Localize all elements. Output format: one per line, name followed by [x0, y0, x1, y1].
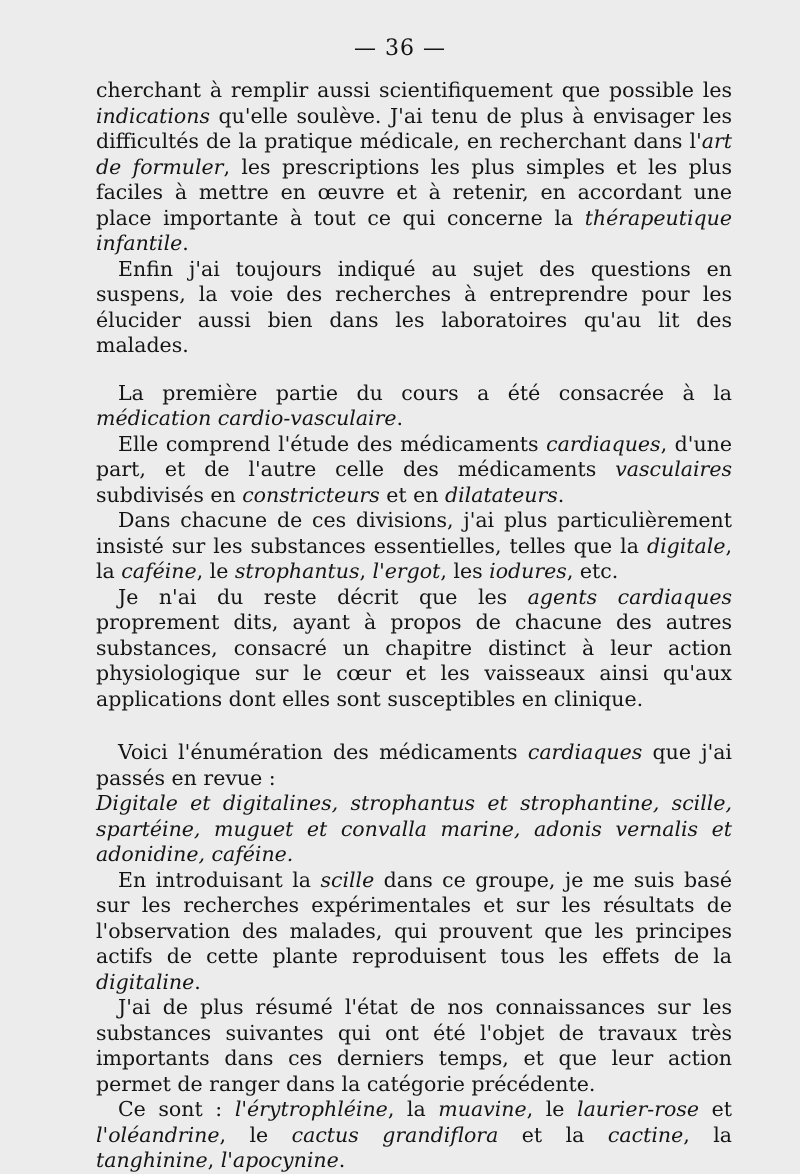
italic-term: l'oléandrine: [96, 1122, 220, 1147]
italic-term: cardiaques: [546, 431, 661, 456]
italic-term: scille: [320, 867, 375, 892]
text-run: que j'ai passés en revue :: [96, 740, 732, 790]
italic-term: laurier-rose: [577, 1097, 700, 1121]
paragraph: [96, 1097, 732, 1174]
text-run: et en: [379, 482, 445, 507]
text-run: , les prescriptions les plus simples et les plus faciles à mettre en œuvre et à retenir, en accordant une place importante à tout ce qui concerne la: [96, 154, 732, 230]
paragraph: [96, 432, 732, 509]
italic-term: cardiaques: [527, 740, 643, 764]
paragraph: [96, 78, 732, 257]
italic-term: muavine: [438, 1097, 527, 1121]
italic-term: cactus grandiflora: [291, 1122, 499, 1147]
italic-term: vasculaires: [615, 457, 732, 481]
paragraph: [96, 508, 732, 585]
text-run: J'ai de plus résumé l'état de nos connaissances sur les substances suivantes qui ont été l'objet de travaux très importants dans ces derniers temps, et que leur action permet de ranger dans la catégorie précédente.: [96, 995, 732, 1096]
italic-term: strophantus: [234, 559, 360, 583]
text-run: subdivisés en: [96, 482, 243, 507]
paragraph: [96, 257, 732, 359]
drug-list: [96, 791, 732, 868]
paragraph: [96, 995, 732, 1097]
text-run: dans ce groupe, je me suis basé sur les recherches expérimentales et sur les résultats de l'observation des malades, qui prouvent que les principes actifs de cette plante reproduisent tous les effets de la: [96, 867, 733, 968]
text-run: , le: [219, 1122, 292, 1147]
text-run: , etc.: [566, 559, 619, 583]
text-run: En introduisant la: [118, 867, 321, 892]
italic-term: Digitale et digitalines, strophantus et strophantine, scille, spartéine, muguet et convalla marine, adonis vernalis et adonidine, caféine.: [96, 791, 732, 866]
italic-term: l'érytrophléine: [234, 1097, 388, 1121]
text-run: La première partie du cours a été consacrée à la: [118, 380, 732, 405]
italic-term: indications: [96, 103, 211, 128]
italic-term: thérapeutique infantile: [96, 205, 732, 255]
italic-term: digitale: [646, 533, 726, 558]
text-run: Je n'ai du reste décrit que les: [118, 584, 528, 609]
text-run: , d'une part, et de l'autre celle des médicaments: [96, 431, 732, 481]
text-run: , le: [526, 1097, 578, 1121]
text-run: et la: [498, 1122, 608, 1147]
italic-term: cactine: [607, 1122, 684, 1147]
text-run: , la: [387, 1097, 439, 1121]
italic-term: digitaline: [96, 969, 195, 994]
text-run: Dans chacune de ces divisions, j'ai plus particulièrement insisté sur les substances essentielles, telles que la: [96, 508, 732, 558]
text-run: Elle comprend l'étude des médicaments: [118, 431, 547, 456]
text-run: cherchant à remplir aussi scientifiquement que possible les: [96, 78, 732, 102]
italic-term: l'ergot: [372, 559, 441, 583]
italic-term: médication cardio-vasculaire: [96, 406, 397, 430]
text-run: Ce sont :: [118, 1097, 235, 1121]
italic-term: dilatateurs: [444, 482, 558, 507]
italic-term: art de formuler: [96, 129, 732, 179]
text-run: Voici l'énumération des médicaments: [118, 740, 528, 764]
text-run: , les: [440, 559, 490, 583]
text-run: ,: [207, 1148, 221, 1172]
paragraph: [96, 868, 732, 996]
text-run: qu'elle soulève. J'ai tenu de plus à envisager les difficultés de la pratique médicale, en recherchant dans l': [96, 103, 732, 153]
text-run: proprement dits, ayant à propos de chacune des autres substances, consacré un chapitre distinct à leur action physiologique sur le cœur et les vaisseaux ainsi qu'aux applications dont elles sont susceptibles en clinique.: [96, 610, 732, 711]
text-run: et: [699, 1097, 732, 1121]
text-run: .: [557, 482, 565, 507]
italic-term: iodures: [489, 559, 567, 583]
paragraph: [96, 740, 732, 791]
italic-term: tanghinine: [96, 1148, 208, 1172]
text-run: .: [194, 969, 201, 994]
text-run: , la: [683, 1122, 732, 1147]
text-run: , la: [96, 533, 732, 583]
italic-term: caféine: [121, 559, 197, 583]
text-run: .: [396, 406, 404, 430]
text-run: , le: [196, 559, 235, 583]
italic-term: constricteurs: [242, 482, 380, 507]
text-run: .: [182, 231, 189, 255]
body-text: [96, 78, 732, 1174]
italic-term: agents cardiaques: [527, 584, 732, 609]
paragraph: [96, 585, 732, 713]
text-run: .: [338, 1148, 346, 1172]
text-run: Enfin j'ai toujours indiqué au sujet des questions en suspens, la voie des recherches à entreprendre pour les élucider aussi bien dans les laboratoires qu'au lit des malades.: [96, 256, 732, 357]
page-number: — 36 —: [354, 36, 446, 61]
text-run: ,: [359, 559, 373, 583]
italic-term: l'apocynine: [220, 1148, 339, 1172]
paragraph: [96, 381, 732, 432]
